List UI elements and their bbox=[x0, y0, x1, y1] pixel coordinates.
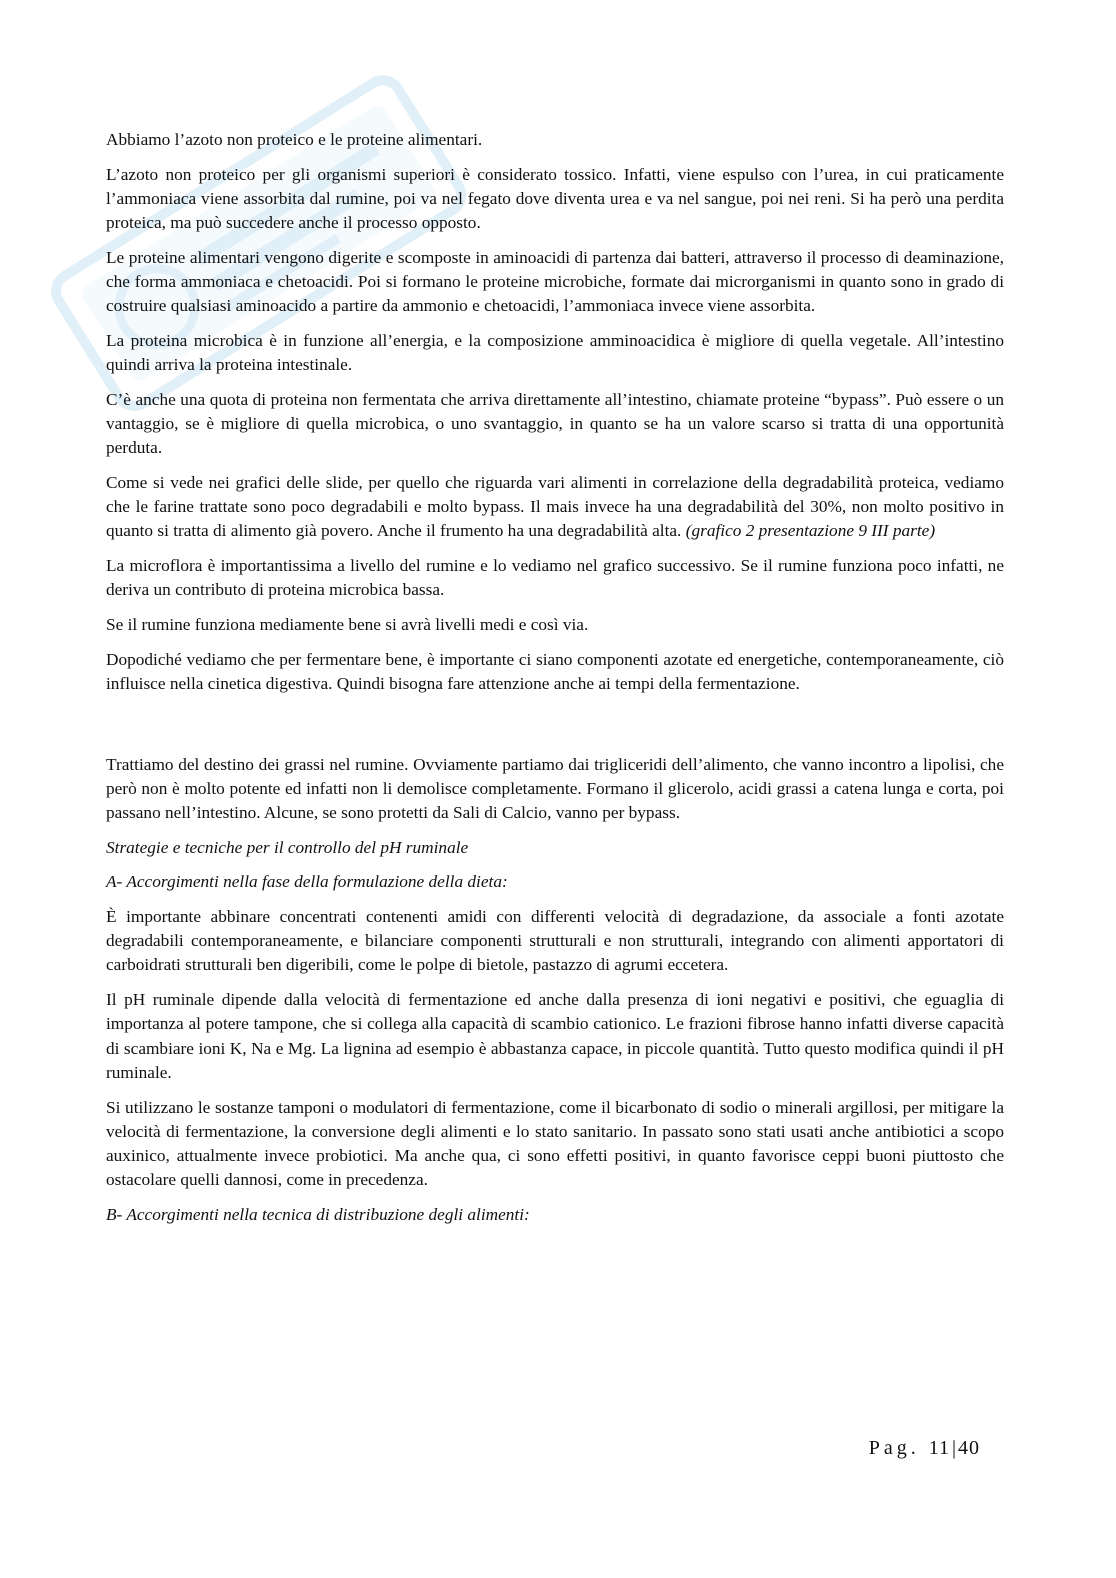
paragraph: La microflora è importantissima a livello del rumine e lo vediamo nel grafico successivo. Se il rumine funziona poco infatti, ne deriva un contributo di proteina microbica bassa. bbox=[106, 556, 1004, 600]
paragraph: Se il rumine funziona mediamente bene si avrà livelli medi e così via. bbox=[106, 614, 589, 634]
page-footer bbox=[869, 1437, 980, 1460]
paragraph: Il pH ruminale dipende dalla velocità di fermentazione ed anche dalla presenza di ioni negativi e positivi, che eguaglia di importanza al potere tampone, che si collega alla capacità di scambio cationico. Le frazioni fibrose hanno infatti diverse capacità di scambiare ioni K, Na e Mg. La lignina ad esempio è abbastanza capace, in piccole quantità. Tutto questo modifica quindi il pH ruminale. bbox=[106, 990, 1004, 1082]
paragraph: È importante abbinare concentrati contenenti amidi con differenti velocità di degradazione, da associale a fonti azotate degradabili contemporaneamente, e bilanciare componenti strutturali e non strutturali, integrando con alimenti apportatori di carboidrati strutturali ben digeribili, come le polpe di bietole, pastazzo di agrumi eccetera. bbox=[106, 907, 1004, 975]
paragraph: Abbiamo l’azoto non proteico e le proteine alimentari. bbox=[106, 130, 483, 149]
subsection-heading: B- Accorgimenti nella tecnica di distribuzione degli alimenti: bbox=[106, 1204, 530, 1224]
paragraph: Le proteine alimentari vengono digerite e scomposte in aminoacidi di partenza dai batteri, attraverso il processo di deaminazione, che forma ammoniaca e chetoacidi. Poi si formano le proteine microbiche, formate dai microrganismi in quanto sono in grado di costruire qualsiasi aminoacido a partire da ammonio e chetoacidi, l’ammoniaca invece viene assorbita. bbox=[106, 247, 1004, 316]
paragraph: L’azoto non proteico per gli organismi superiori è considerato tossico. Infatti, viene espulso con l’urea, in cui praticamente l’ammoniaca viene assorbita dal rumine, poi va nel fegato dove diventa urea e va nel sangue, poi nei reni. Si ha però una perdita proteica, ma può succedere anche il processo opposto. bbox=[106, 164, 1004, 233]
paragraph: Si utilizzano le sostanze tamponi o modulatori di fermentazione, come il bicarbonato di sodio o minerali argillosi, per mitigare la velocità di fermentazione, la conversione degli alimenti e lo stato sanitario. In passato sono stati usati anche antibiotici a scopo auxinico, attualmente invece probiotici. Ma anche qua, ci sono effetti positivi, in quanto favorisce ceppi buoni piuttosto che ostacolare quelli dannosi, come in precedenza. bbox=[106, 1097, 1004, 1190]
section-heading: Strategie e tecniche per il controllo del pH ruminale bbox=[106, 837, 469, 857]
paragraph-text: Come si vede nei grafici delle slide, per quello che riguarda vari alimenti in correlazione della degradabilità proteica, vediamo che le farine trattate sono poco degradabili e molto bypass. Il mais invece ha una degradabilità del 30%, non molto positivo in quanto si tratta di alimento già povero. Anche il frumento ha una degradabilità alta. bbox=[106, 472, 1004, 541]
page-total: 40 bbox=[958, 1437, 980, 1459]
paragraph: Trattiamo del destino dei grassi nel rumine. Ovviamente partiamo dai trigliceridi dell’alimento, che vanno incontro a lipolisi, che però non è molto potente ed infatti non li demolisce completamente. Formano il glicerolo, acidi grassi a catena lunga e corta, poi passano nell’intestino. Alcune, se sono protetti da Sali di Calcio, vanno per bypass. bbox=[106, 754, 1004, 822]
paragraph: La proteina microbica è in funzione all’energia, e la composizione amminoacidica è migliore di quella vegetale. All’intestino quindi arriva la proteina intestinale. bbox=[106, 330, 1004, 375]
page-separator: | bbox=[951, 1437, 956, 1459]
paragraph bbox=[106, 471, 1004, 544]
page-number: 11 bbox=[928, 1437, 950, 1459]
page-label: Pag. bbox=[868, 1437, 920, 1459]
section-gap bbox=[106, 707, 1004, 753]
subsection-heading: A- Accorgimenti nella fase della formulazione della dieta: bbox=[106, 872, 508, 892]
paragraph: C’è anche una quota di proteina non fermentata che arriva direttamente all’intestino, chiamate proteine “bypass”. Può essere o un vantaggio, se è migliore di quella microbica, o uno svantaggio, in quanto se ha un valore scarso si tratta di una opportunità perduta. bbox=[106, 389, 1004, 458]
figure-reference: (grafico 2 presentazione 9 III parte) bbox=[685, 521, 936, 541]
paragraph: Dopodiché vediamo che per fermentare bene, è importante ci siano componenti azotate ed energetiche, contemporaneamente, ciò influisce nella cinetica digestiva. Quindi bisogna fare attenzione anche ai tempi della fermentazione. bbox=[106, 649, 1004, 693]
document-body bbox=[106, 128, 1004, 1238]
